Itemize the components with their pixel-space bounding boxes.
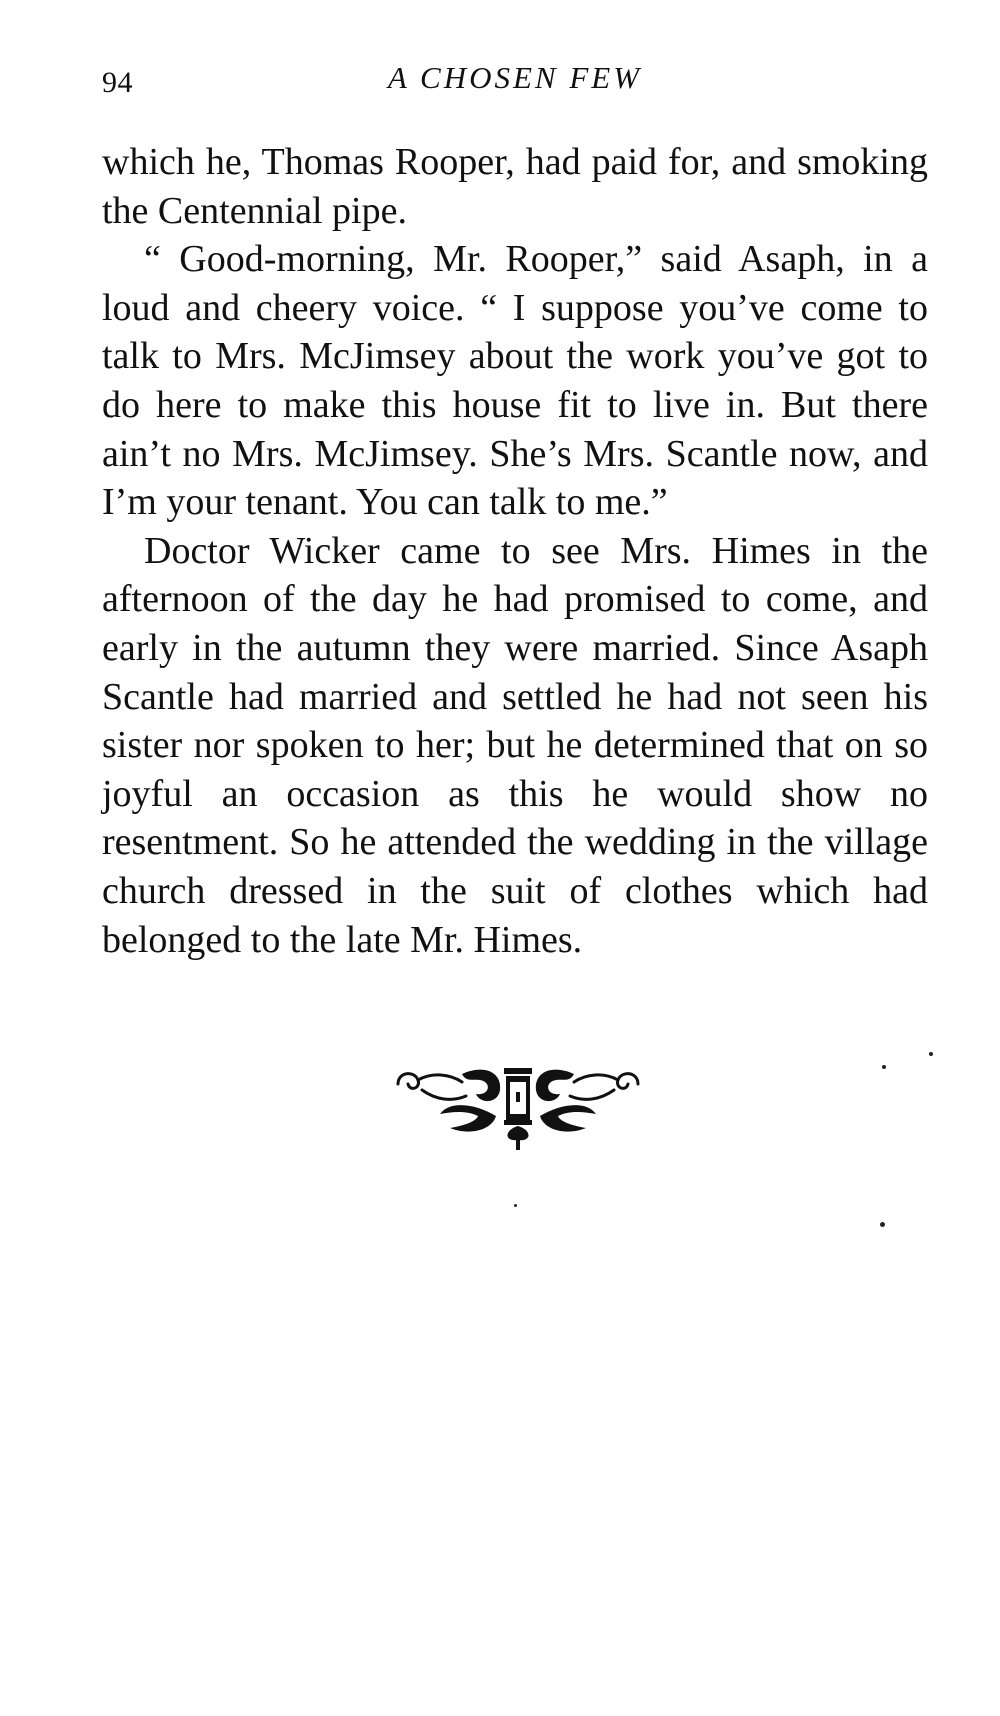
- print-speck: [929, 1052, 933, 1056]
- paragraph-wedding: Doctor Wicker came to see Mrs. Himes in the afternoon of the day he had promised to come, and early in the autumn they were married. Since Asaph Scantle had married and settled he had not seen his sister nor spoken to her; but he determined that on so joyful an occasion as this he would show no resentment. So he attended the wedding in the village church dressed in the suit of clothes which had belonged to the late Mr. Himes.: [102, 529, 928, 961]
- print-speck: [882, 1065, 886, 1069]
- paragraph-continuation: which he, Thomas Rooper, had paid for, and smoking the Centennial pipe.: [102, 141, 928, 232]
- paragraph-dialogue: “ Good-morning, Mr. Rooper,” said Asaph, in a loud and cheery voice. “ I suppose you’ve come to talk to Mrs. McJimsey about the work you’ve got to do here to make this house fit to live in. But there ain’t no Mrs. McJimsey. She’s Mrs. Scantle now, and I’m your tenant. You can talk to me.”: [102, 238, 928, 524]
- tailpiece-ornament-icon: [392, 1060, 644, 1152]
- body-text: [102, 138, 928, 964]
- page-number: 94: [102, 66, 133, 99]
- running-head: [102, 56, 928, 106]
- running-title: A CHOSEN FEW: [387, 60, 643, 95]
- print-speck: [514, 1204, 517, 1207]
- print-speck: [880, 1222, 885, 1227]
